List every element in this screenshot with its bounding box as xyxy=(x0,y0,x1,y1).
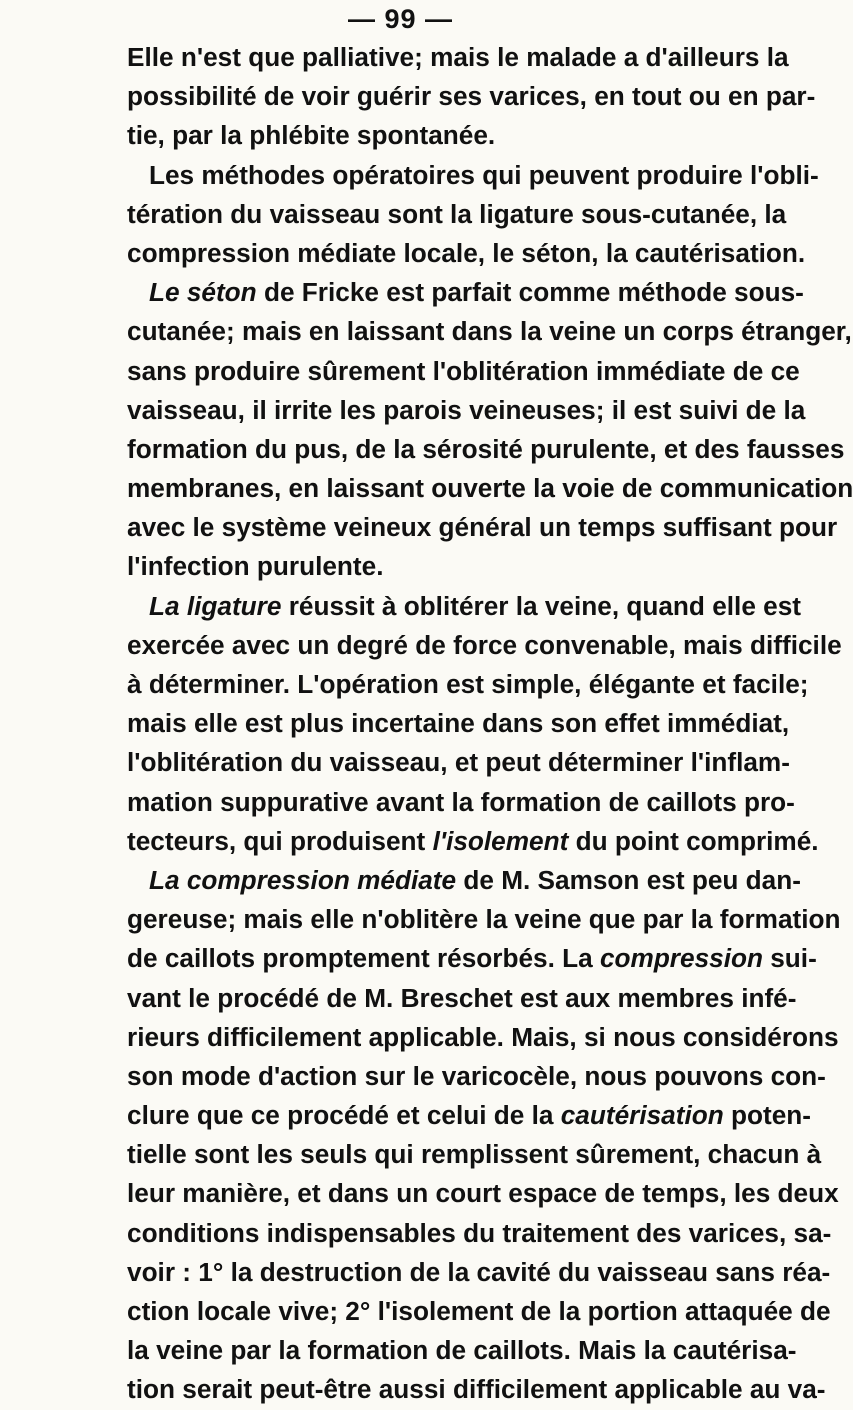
text-line: Les méthodes opératoires qui peuvent produire l'obli- xyxy=(149,159,819,190)
text-line: mais elle est plus incertaine dans son effet immédiat, xyxy=(127,708,790,739)
paragraph-compression xyxy=(127,861,841,1410)
text-line: Le séton de Fricke est parfait comme méthode sous- xyxy=(149,277,804,308)
text-line: cutanée; mais en laissant dans la veine un corps étranger, xyxy=(127,316,852,347)
text-line: gereuse; mais elle n'oblitère la veine que par la formation xyxy=(127,904,841,935)
paragraph-ligature xyxy=(127,587,842,861)
text-line: voir : 1° la destruction de la cavité du vaisseau sans réa- xyxy=(127,1256,831,1287)
text-line: tion serait peut-être aussi difficilement applicable au va- xyxy=(127,1374,826,1405)
text-line: clure que ce procédé et celui de la cautérisation poten- xyxy=(127,1100,811,1131)
italic-term: cautérisation xyxy=(560,1100,724,1131)
text-line: ction locale vive; 2° l'isolement de la portion attaquée de xyxy=(127,1296,831,1326)
text-line: rieurs difficilement applicable. Mais, si nous considérons xyxy=(127,1021,839,1052)
italic-term: La ligature xyxy=(149,590,282,621)
text-line: tielle sont les seuls qui remplissent sûrement, chacun à xyxy=(127,1139,822,1170)
italic-term: La compression médiate xyxy=(149,864,457,895)
text-line: l'infection purulente. xyxy=(127,551,384,582)
paragraph-methods xyxy=(127,156,819,274)
text-line: La compression médiate de M. Samson est peu dan- xyxy=(149,864,801,895)
page-number: — 99 — xyxy=(347,4,454,34)
text-line: l'oblitération du vaisseau, et peut déterminer l'inflam- xyxy=(127,747,790,778)
text-line: vaisseau, il irrite les parois veineuses; il est suivi de la xyxy=(127,394,806,425)
italic-term: l'isolement xyxy=(432,825,569,856)
text-line: de caillots promptement résorbés. La compression sui- xyxy=(127,943,817,974)
text-line: formation du pus, de la sérosité purulente, et des fausses xyxy=(127,433,845,464)
text-line: vant le procédé de M. Breschet est aux membres infé- xyxy=(127,982,797,1013)
italic-term: compression xyxy=(599,943,763,974)
text-line: à déterminer. L'opération est simple, élégante et facile; xyxy=(127,669,809,699)
text-line: possibilité de voir guérir ses varices, en tout ou en par- xyxy=(127,81,816,112)
text-line: avec le système veineux général un temps suffisant pour xyxy=(127,512,838,543)
text-line: mation suppurative avant la formation de caillots pro- xyxy=(127,786,795,817)
text-line: compression médiate locale, le séton, la cautérisation. xyxy=(127,237,806,268)
text-line: tecteurs, qui produisent l'isolement du point comprimé. xyxy=(127,825,819,856)
italic-term: Le séton xyxy=(149,277,257,308)
text-line: la veine par la formation de caillots. Mais la cautérisa- xyxy=(127,1335,797,1366)
text-line: membranes, en laissant ouverte la voie de communication xyxy=(127,473,853,504)
text-line: La ligature réussit à oblitérer la veine, quand elle est xyxy=(149,590,802,621)
text-line: tération du vaisseau sont la ligature sous-cutanée, la xyxy=(127,198,787,229)
body-text xyxy=(127,38,853,1410)
text-line: sans produire sûrement l'oblitération immédiate de ce xyxy=(127,355,800,386)
paragraph-seton xyxy=(127,273,853,587)
text-line: Elle n'est que palliative; mais le malade a d'ailleurs la xyxy=(127,42,789,72)
text-line: tie, par la phlébite spontanée. xyxy=(127,120,496,151)
text-line: leur manière, et dans un court espace de temps, les deux xyxy=(127,1178,839,1209)
paragraph-continuation xyxy=(127,38,816,156)
text-line: exercée avec un degré de force convenable, mais difficile xyxy=(127,629,842,660)
text-line: son mode d'action sur le varicocèle, nous pouvons con- xyxy=(127,1060,826,1091)
text-line: conditions indispensables du traitement des varices, sa- xyxy=(127,1217,832,1248)
